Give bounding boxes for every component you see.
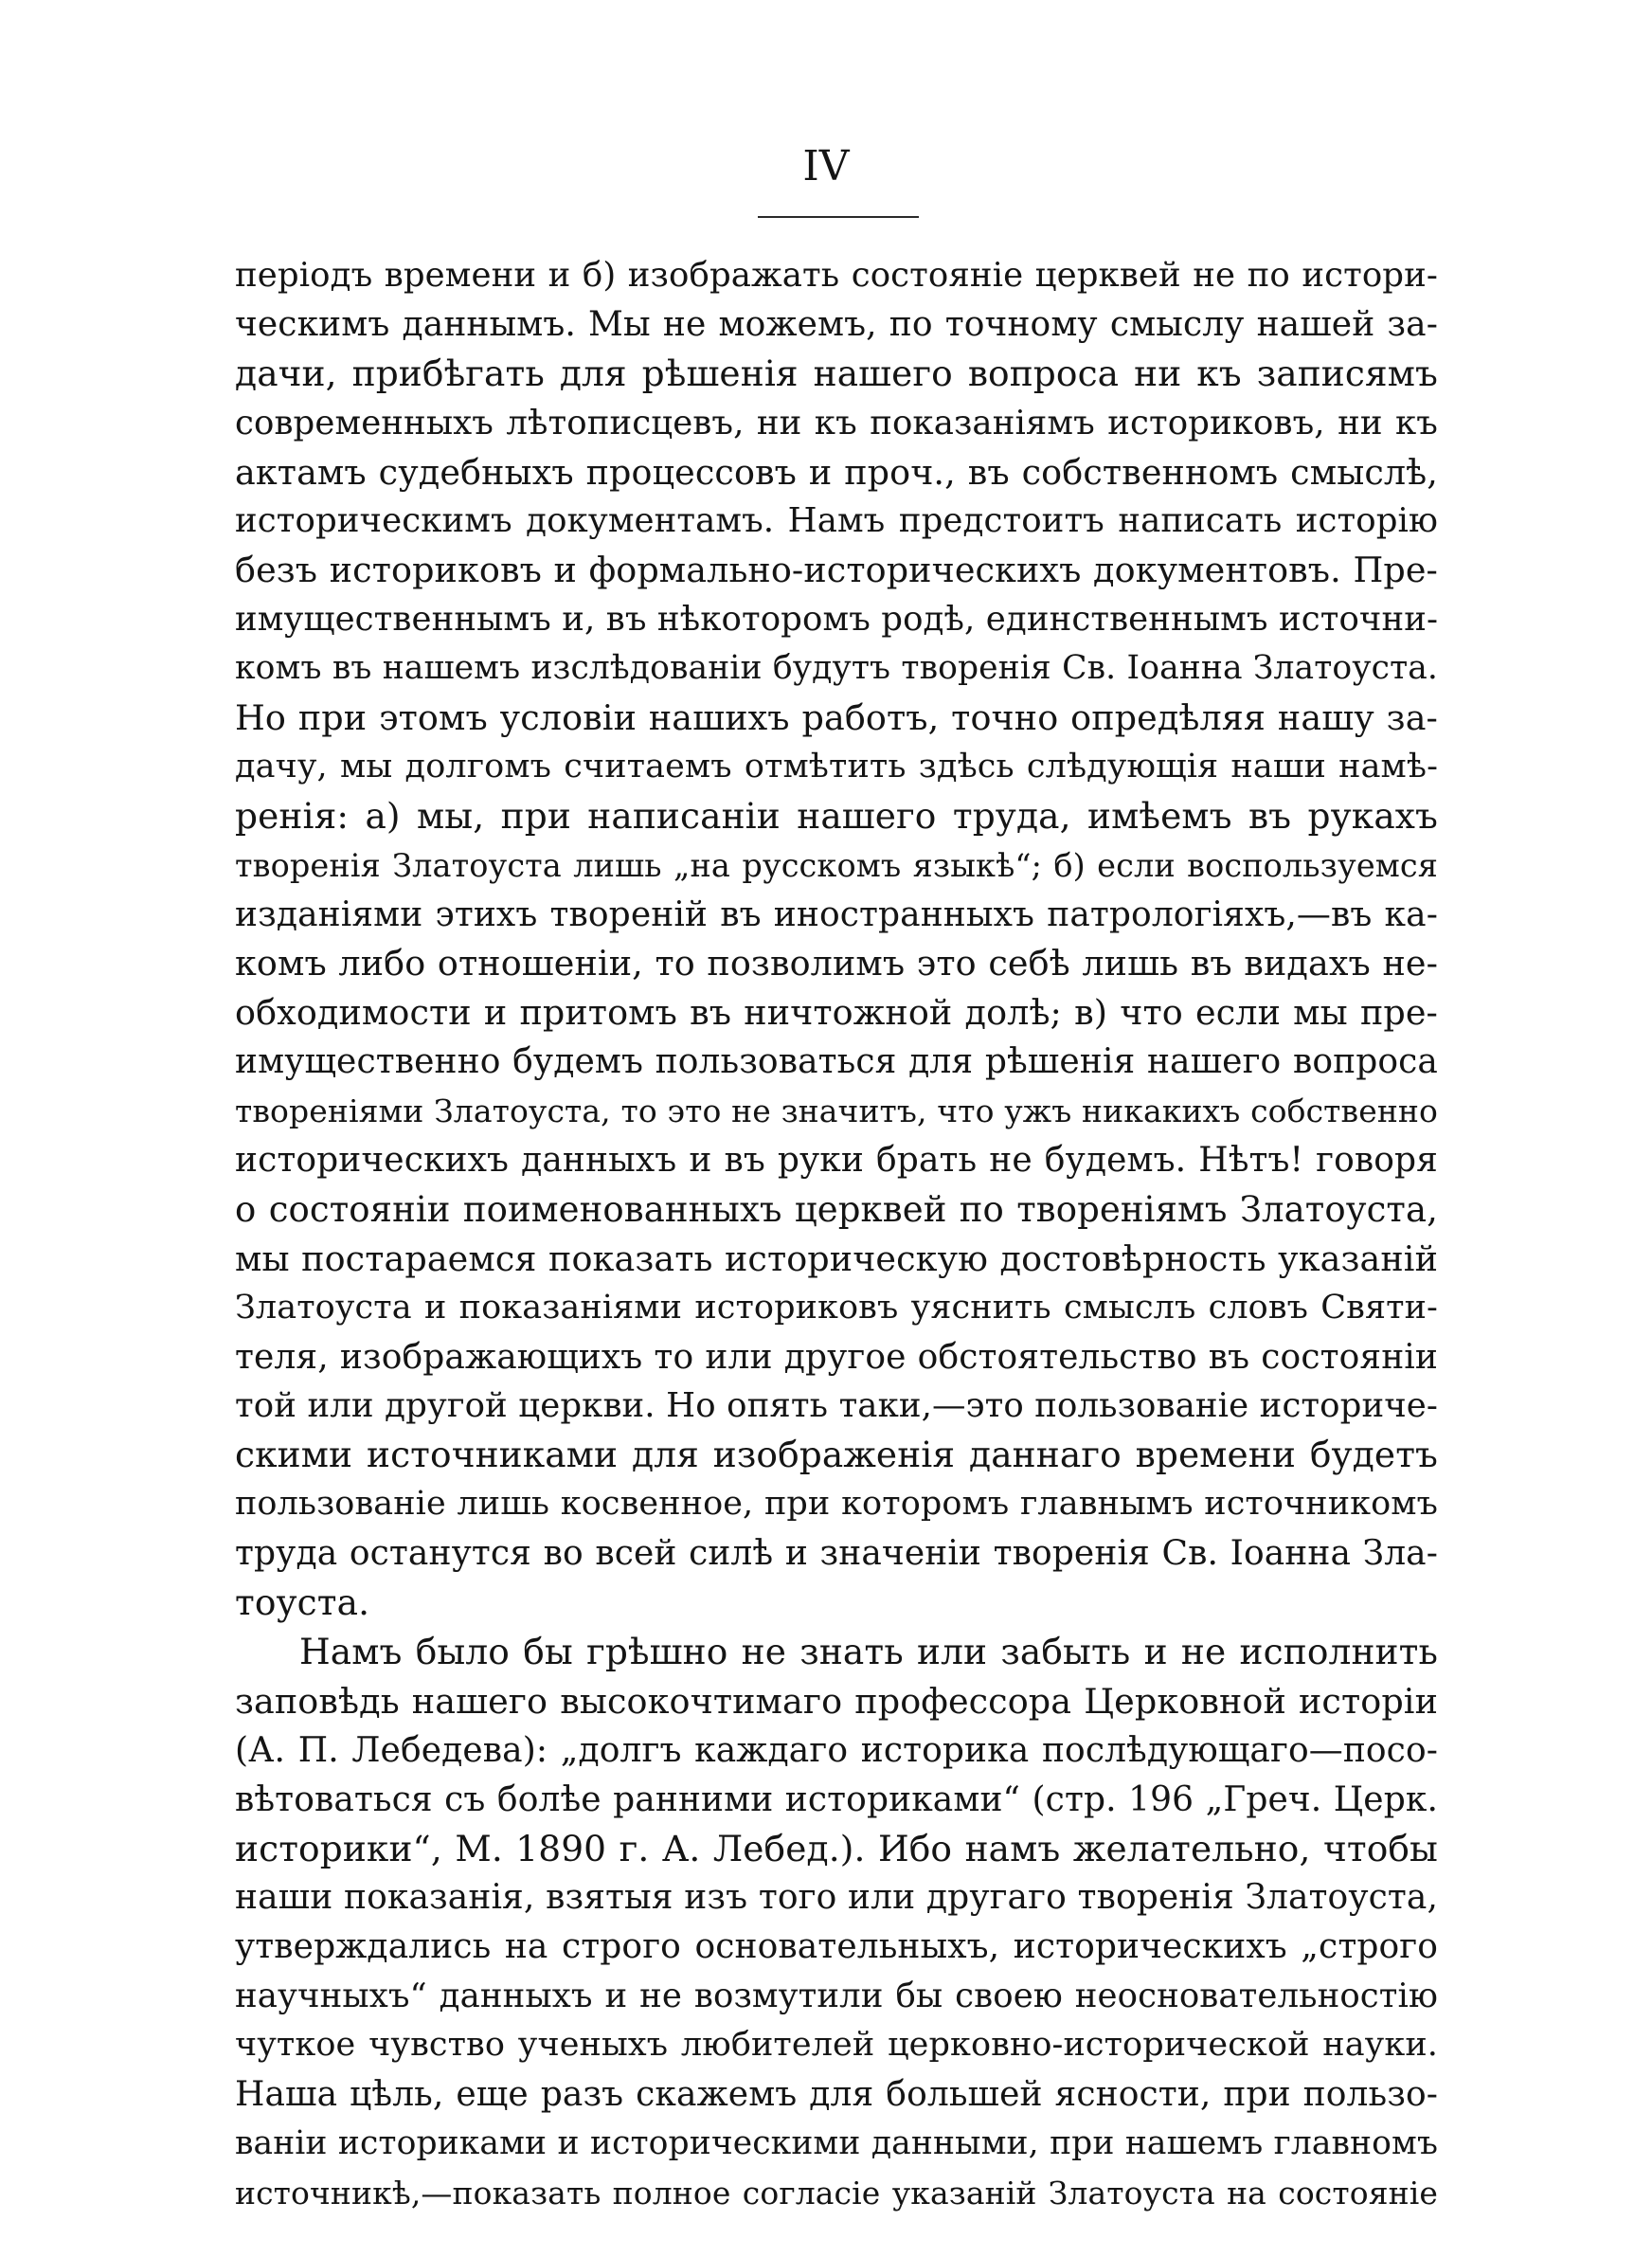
text-line: заповѣдь нашего высокочтимаго профессора Церковной исторіи bbox=[235, 1680, 1438, 1722]
text-line: комъ либо отношеніи, то позволимъ это себѣ лишь въ видахъ не- bbox=[235, 943, 1438, 984]
text-line: имущественно будемъ пользоваться для рѣшенія нашего вопроса bbox=[235, 1042, 1438, 1082]
text-line: труда останутся во всей силѣ и значеніи творенія Св. Іоанна Зла- bbox=[235, 1534, 1438, 1574]
page-number: IV bbox=[802, 142, 850, 190]
text-line: комъ въ нашемъ изслѣдованіи будутъ творенія Св. Іоанна Златоуста. bbox=[235, 649, 1438, 688]
paragraph-first-line: Намъ было бы грѣшно не знать или забыть и не исполнить bbox=[299, 1630, 1438, 1672]
text-line: источникѣ,—показать полное согласіе указаній Златоуста на состоянiе bbox=[235, 2174, 1438, 2212]
text-line: дачу, мы долгомъ считаемъ отмѣтить здѣсь слѣдующія наши намѣ- bbox=[235, 747, 1438, 785]
text-line: ренія: а) мы, при написаніи нашего труда, имѣемъ въ рукахъ bbox=[235, 794, 1438, 837]
text-line: пользованіе лишь косвенное, при которомъ главнымъ источникомъ bbox=[235, 1485, 1438, 1524]
text-line: актамъ судебныхъ процессовъ и проч., въ собственномъ смыслѣ, bbox=[235, 451, 1438, 493]
text-line: теля, изображающихъ то или другое обстоятельство въ состояніи bbox=[235, 1337, 1438, 1377]
text-line: дачи, прибѣгать для рѣшенія нашего вопроса ни къ записямъ bbox=[235, 352, 1438, 394]
text-line: о состояніи поименованныхъ церквей по твореніямъ Златоуста, bbox=[235, 1188, 1438, 1230]
text-line: историческихъ данныхъ и въ руки брать не будемъ. Нѣтъ! говоря bbox=[235, 1141, 1438, 1181]
text-line: (А. П. Лебедева): „долгъ каждаго историка послѣдующаго—посо- bbox=[235, 1730, 1438, 1770]
text-line: утверждались на строго основательныхъ, историческихъ „строго bbox=[235, 1927, 1438, 1967]
text-line: историческимъ документамъ. Намъ предстоитъ написать исторію bbox=[235, 501, 1438, 541]
text-line: обходимости и притомъ въ ничтожной долѣ; в) что если мы пре- bbox=[235, 992, 1438, 1034]
text-line: Но при этомъ условіи нашихъ работъ, точно опредѣляя нашу за- bbox=[235, 697, 1438, 739]
text-line: вѣтоваться съ болѣе ранними историками“ (стр. 196 „Греч. Церк. bbox=[235, 1779, 1438, 1819]
text-line: ческимъ даннымъ. Мы не можемъ, по точному смыслу нашей за- bbox=[235, 304, 1438, 344]
text-line: историки“, М. 1890 г. А. Лебед.). Ибо намъ желательно, чтобы bbox=[235, 1827, 1438, 1869]
text-line: Златоуста и показаніями историковъ уяснить смыслъ словъ Святи- bbox=[235, 1288, 1438, 1327]
text-line: твореніями Златоуста, то это не значитъ, что ужъ никакихъ собственно bbox=[235, 1092, 1438, 1130]
text-line: мы постараемся показать историческую достовѣрность указаній bbox=[235, 1237, 1438, 1279]
text-line: ваніи историками и историческими данными, при нашемъ главномъ bbox=[235, 2123, 1438, 2162]
text-line: скими источниками для изображенія даннаго времени будетъ bbox=[235, 1434, 1438, 1476]
text-line: тоуста. bbox=[235, 1581, 370, 1624]
text-line: творенія Златоуста лишь „на русскомъ языкѣ“; б) если воспользуемся bbox=[235, 846, 1438, 884]
body-text bbox=[235, 251, 1438, 2218]
text-line: чуткое чувство ученыхъ любителей церковно-исторической науки. bbox=[235, 2026, 1438, 2065]
text-line: Наша цѣль, еще разъ скажемъ для большей ясности, при пользо- bbox=[235, 2074, 1438, 2114]
page-number-rule bbox=[758, 216, 919, 218]
text-line: той или другой церкви. Но опять таки,—это пользованіе историче- bbox=[235, 1386, 1438, 1426]
text-line: періодъ времени и б) изображать состояніе церквей не по истори- bbox=[235, 256, 1438, 295]
text-line: наши показанія, взятыя изъ того или другаго творенія Златоуста, bbox=[235, 1878, 1438, 1918]
text-line: современныхъ лѣтописцевъ, ни къ показаніямъ историковъ, ни къ bbox=[235, 403, 1438, 442]
text-line: изданіями этихъ твореній въ иностранныхъ патрологіяхъ,—въ ка- bbox=[235, 894, 1438, 934]
text-line: имущественнымъ и, въ нѣкоторомъ родѣ, единственнымъ источни- bbox=[235, 600, 1438, 640]
text-line: научныхъ“ данныхъ и не возмутили бы своею неосновательностію bbox=[235, 1977, 1438, 2016]
text-line: безъ историковъ и формально-историческихъ документовъ. Пре- bbox=[235, 550, 1438, 591]
